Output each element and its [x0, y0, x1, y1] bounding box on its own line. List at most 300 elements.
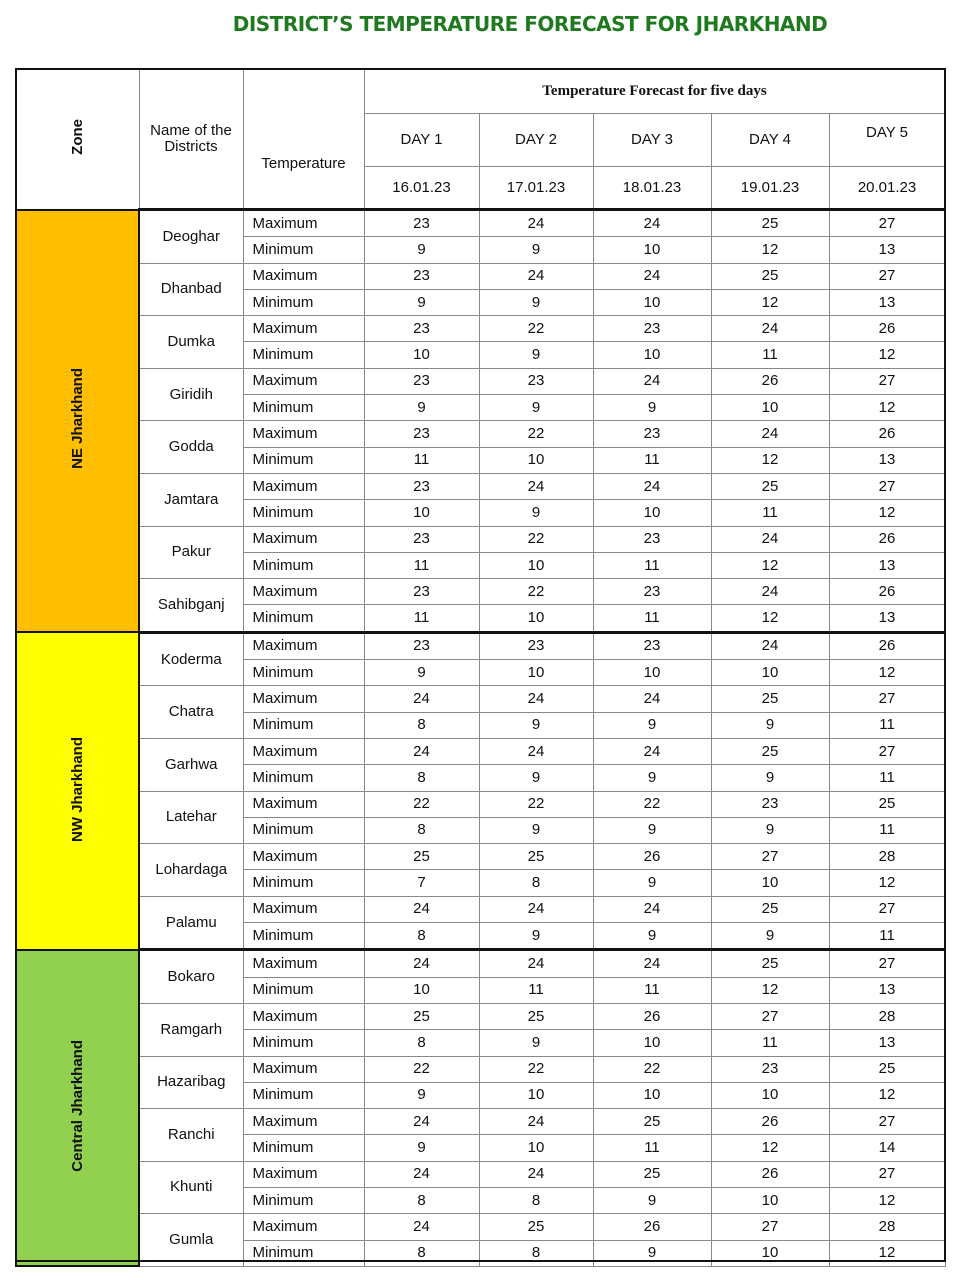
district-name: Latehar: [139, 791, 243, 844]
temperature-value: 9: [479, 395, 593, 421]
minimum-label: Minimum: [243, 870, 364, 896]
temperature-value: 12: [829, 1082, 945, 1108]
maximum-label: Maximum: [243, 526, 364, 552]
maximum-label: Maximum: [243, 738, 364, 764]
temperature-value: 11: [711, 1030, 829, 1056]
temperature-value: 13: [829, 447, 945, 473]
temperature-value: 9: [593, 1187, 711, 1213]
minimum-label: Minimum: [243, 977, 364, 1003]
temperature-value: 12: [711, 552, 829, 578]
temperature-value: 10: [593, 1082, 711, 1108]
maximum-label: Maximum: [243, 1109, 364, 1135]
table-row: [16, 1214, 945, 1240]
temperature-value: 9: [593, 1240, 711, 1266]
temperature-value: 11: [711, 500, 829, 526]
forecast-body: [16, 210, 945, 1267]
temperature-value: 13: [829, 977, 945, 1003]
minimum-label: Minimum: [243, 765, 364, 791]
temperature-value: 9: [479, 342, 593, 368]
temperature-value: 24: [593, 896, 711, 922]
temperature-value: 10: [593, 237, 711, 263]
temperature-value: 10: [711, 395, 829, 421]
zone-name: NW Jharkhand: [68, 736, 86, 842]
temperature-value: 11: [593, 1135, 711, 1161]
temperature-value: 12: [829, 342, 945, 368]
temperature-value: 23: [364, 526, 479, 552]
date-header: 16.01.23: [364, 167, 479, 210]
forecast-title: Temperature Forecast for five days: [364, 69, 945, 114]
temperature-value: 27: [711, 844, 829, 870]
temperature-value: 26: [829, 632, 945, 659]
table-row: [16, 1109, 945, 1135]
temperature-value: 25: [711, 896, 829, 922]
temperature-value: 11: [593, 552, 711, 578]
district-name: Hazaribag: [139, 1056, 243, 1109]
date-header: 17.01.23: [479, 167, 593, 210]
temperature-value: 12: [829, 500, 945, 526]
temperature-value: 26: [711, 1109, 829, 1135]
district-name: Gumla: [139, 1214, 243, 1267]
temperature-value: 26: [829, 579, 945, 605]
temperature-value: 9: [479, 500, 593, 526]
temperature-value: 14: [829, 1135, 945, 1161]
district-name: Dumka: [139, 316, 243, 369]
temperature-value: 27: [829, 896, 945, 922]
temperature-value: 12: [829, 660, 945, 686]
temperature-value: 24: [479, 738, 593, 764]
temperature-value: 22: [479, 1056, 593, 1082]
temperature-value: 23: [364, 263, 479, 289]
temperature-value: 24: [364, 950, 479, 977]
table-row: [16, 1161, 945, 1187]
temperature-value: 26: [829, 421, 945, 447]
maximum-label: Maximum: [243, 263, 364, 289]
table-row: [16, 579, 945, 605]
temperature-value: 25: [711, 950, 829, 977]
temperature-value: 23: [479, 632, 593, 659]
temperature-value: 10: [479, 660, 593, 686]
temperature-value: 24: [479, 263, 593, 289]
temperature-value: 24: [593, 738, 711, 764]
temperature-value: 26: [711, 1161, 829, 1187]
temperature-value: 23: [479, 368, 593, 394]
temperature-value: 9: [593, 817, 711, 843]
day-header: DAY 4: [711, 114, 829, 167]
minimum-label: Minimum: [243, 1030, 364, 1056]
temperature-value: 8: [479, 1240, 593, 1266]
temperature-value: 23: [593, 316, 711, 342]
temperature-value: 28: [829, 844, 945, 870]
temperature-value: 9: [479, 237, 593, 263]
temperature-value: 12: [711, 977, 829, 1003]
temperature-value: 8: [364, 712, 479, 738]
forecast-table: [15, 68, 946, 1267]
temperature-value: 24: [479, 473, 593, 499]
zone-cell: [16, 210, 139, 633]
temperature-value: 24: [593, 368, 711, 394]
temperature-value: 9: [593, 870, 711, 896]
temperature-value: 28: [829, 1214, 945, 1240]
maximum-label: Maximum: [243, 844, 364, 870]
maximum-label: Maximum: [243, 1003, 364, 1029]
day-header: DAY 1: [364, 114, 479, 167]
temperature-value: 23: [364, 210, 479, 237]
zone-name: NE Jharkhand: [68, 368, 86, 470]
table-row: [16, 738, 945, 764]
temperature-value: 9: [364, 1135, 479, 1161]
temperature-value: 8: [364, 765, 479, 791]
temperature-value: 27: [829, 950, 945, 977]
temperature-value: 11: [829, 765, 945, 791]
zone-cell: [16, 950, 139, 1267]
table-row: [16, 686, 945, 712]
temperature-value: 24: [593, 210, 711, 237]
temperature-value: 10: [711, 1240, 829, 1266]
temperature-value: 25: [829, 1056, 945, 1082]
temperature-value: 23: [593, 632, 711, 659]
temperature-value: 9: [479, 712, 593, 738]
temperature-value: 10: [593, 1030, 711, 1056]
temperature-value: 9: [711, 765, 829, 791]
temperature-value: 10: [711, 870, 829, 896]
temperature-value: 11: [593, 977, 711, 1003]
maximum-label: Maximum: [243, 1214, 364, 1240]
table-row: [16, 473, 945, 499]
temperature-value: 24: [479, 950, 593, 977]
minimum-label: Minimum: [243, 817, 364, 843]
district-name: Koderma: [139, 632, 243, 686]
temperature-value: 27: [829, 210, 945, 237]
temperature-header: Temperature: [243, 69, 364, 210]
day-header: DAY 5: [829, 114, 945, 167]
day-header: DAY 2: [479, 114, 593, 167]
district-name: Sahibganj: [139, 579, 243, 633]
temperature-value: 23: [711, 791, 829, 817]
temperature-value: 12: [711, 447, 829, 473]
maximum-label: Maximum: [243, 473, 364, 499]
temperature-value: 23: [364, 368, 479, 394]
temperature-value: 25: [593, 1161, 711, 1187]
temperature-value: 25: [364, 1003, 479, 1029]
minimum-label: Minimum: [243, 1240, 364, 1266]
temperature-value: 9: [593, 923, 711, 950]
temperature-value: 9: [479, 817, 593, 843]
temperature-value: 9: [364, 289, 479, 315]
temperature-value: 9: [593, 395, 711, 421]
temperature-value: 24: [479, 210, 593, 237]
table-row: [16, 1056, 945, 1082]
temperature-value: 22: [479, 526, 593, 552]
table-row: [16, 896, 945, 922]
temperature-value: 7: [364, 870, 479, 896]
temperature-value: 24: [711, 316, 829, 342]
temperature-value: 9: [364, 1082, 479, 1108]
temperature-value: 9: [364, 660, 479, 686]
temperature-value: 27: [711, 1003, 829, 1029]
temperature-value: 25: [479, 1214, 593, 1240]
temperature-value: 8: [364, 817, 479, 843]
temperature-value: 12: [829, 870, 945, 896]
temperature-value: 10: [479, 1135, 593, 1161]
table-row: [16, 316, 945, 342]
temperature-value: 11: [593, 447, 711, 473]
temperature-value: 9: [711, 817, 829, 843]
district-name: Bokaro: [139, 950, 243, 1004]
maximum-label: Maximum: [243, 579, 364, 605]
temperature-value: 24: [364, 686, 479, 712]
temperature-value: 10: [479, 605, 593, 632]
temperature-value: 23: [364, 421, 479, 447]
temperature-value: 8: [364, 1030, 479, 1056]
temperature-value: 23: [364, 632, 479, 659]
district-name: Ranchi: [139, 1109, 243, 1162]
temperature-value: 10: [364, 342, 479, 368]
temperature-value: 25: [711, 686, 829, 712]
district-name: Khunti: [139, 1161, 243, 1214]
minimum-label: Minimum: [243, 1082, 364, 1108]
district-header: Name of the Districts: [139, 69, 243, 210]
temperature-value: 11: [364, 447, 479, 473]
temperature-value: 8: [364, 1187, 479, 1213]
page-title: DISTRICT’S TEMPERATURE FORECAST FOR JHARKHAND: [232, 12, 828, 36]
temperature-value: 10: [711, 660, 829, 686]
temperature-value: 23: [711, 1056, 829, 1082]
temperature-value: 25: [479, 1003, 593, 1029]
temperature-value: 27: [829, 263, 945, 289]
temperature-value: 27: [829, 738, 945, 764]
temperature-value: 26: [593, 1003, 711, 1029]
temperature-value: 11: [711, 342, 829, 368]
temperature-value: 22: [479, 579, 593, 605]
maximum-label: Maximum: [243, 1056, 364, 1082]
temperature-value: 26: [593, 844, 711, 870]
table-row: [16, 421, 945, 447]
district-name: Dhanbad: [139, 263, 243, 316]
district-name: Deoghar: [139, 210, 243, 264]
temperature-value: 24: [364, 1214, 479, 1240]
temperature-value: 11: [364, 605, 479, 632]
temperature-value: 13: [829, 552, 945, 578]
temperature-value: 24: [364, 1109, 479, 1135]
temperature-value: 27: [829, 368, 945, 394]
temperature-value: 22: [593, 1056, 711, 1082]
temperature-value: 27: [829, 686, 945, 712]
minimum-label: Minimum: [243, 605, 364, 632]
temperature-value: 26: [593, 1214, 711, 1240]
temperature-value: 26: [711, 368, 829, 394]
minimum-label: Minimum: [243, 712, 364, 738]
table-row: [16, 632, 945, 659]
temperature-value: 13: [829, 1030, 945, 1056]
temperature-value: 22: [364, 1056, 479, 1082]
district-name: Pakur: [139, 526, 243, 579]
temperature-value: 24: [479, 896, 593, 922]
district-name: Palamu: [139, 896, 243, 950]
maximum-label: Maximum: [243, 210, 364, 237]
temperature-value: 25: [364, 844, 479, 870]
temperature-value: 23: [364, 316, 479, 342]
temperature-value: 9: [479, 1030, 593, 1056]
temperature-value: 12: [829, 1240, 945, 1266]
temperature-value: 26: [829, 526, 945, 552]
temperature-value: 22: [479, 316, 593, 342]
temperature-value: 12: [711, 605, 829, 632]
temperature-value: 9: [479, 923, 593, 950]
temperature-value: 23: [593, 421, 711, 447]
minimum-label: Minimum: [243, 552, 364, 578]
temperature-value: 12: [829, 1187, 945, 1213]
temperature-value: 22: [364, 791, 479, 817]
temperature-value: 12: [711, 237, 829, 263]
temperature-value: 24: [593, 686, 711, 712]
temperature-value: 13: [829, 605, 945, 632]
maximum-label: Maximum: [243, 896, 364, 922]
temperature-value: 23: [593, 579, 711, 605]
date-header: 19.01.23: [711, 167, 829, 210]
temperature-value: 9: [479, 765, 593, 791]
temperature-value: 8: [364, 1240, 479, 1266]
date-header: 20.01.23: [829, 167, 945, 210]
table-row: [16, 950, 945, 977]
temperature-value: 27: [829, 1109, 945, 1135]
temperature-value: 10: [593, 500, 711, 526]
temperature-value: 9: [364, 395, 479, 421]
maximum-label: Maximum: [243, 368, 364, 394]
minimum-label: Minimum: [243, 447, 364, 473]
temperature-value: 13: [829, 289, 945, 315]
temperature-value: 10: [711, 1187, 829, 1213]
temperature-value: 10: [364, 500, 479, 526]
table-row: [16, 1003, 945, 1029]
table-row: [16, 844, 945, 870]
temperature-value: 23: [364, 473, 479, 499]
temperature-value: 13: [829, 237, 945, 263]
minimum-label: Minimum: [243, 395, 364, 421]
minimum-label: Minimum: [243, 342, 364, 368]
day-header: DAY 3: [593, 114, 711, 167]
maximum-label: Maximum: [243, 1161, 364, 1187]
temperature-value: 8: [364, 923, 479, 950]
temperature-value: 27: [829, 1161, 945, 1187]
temperature-value: 9: [711, 712, 829, 738]
maximum-label: Maximum: [243, 950, 364, 977]
temperature-value: 9: [364, 237, 479, 263]
date-header: 18.01.23: [593, 167, 711, 210]
temperature-value: 24: [711, 526, 829, 552]
table-row: [16, 368, 945, 394]
temperature-value: 24: [593, 263, 711, 289]
district-name: Giridih: [139, 368, 243, 421]
maximum-label: Maximum: [243, 791, 364, 817]
temperature-value: 24: [364, 1161, 479, 1187]
table-row: [16, 791, 945, 817]
district-name: Jamtara: [139, 473, 243, 526]
maximum-label: Maximum: [243, 316, 364, 342]
temperature-value: 24: [711, 632, 829, 659]
temperature-value: 9: [593, 765, 711, 791]
table-row: [16, 210, 945, 237]
temperature-value: 24: [479, 1161, 593, 1187]
temperature-value: 8: [479, 870, 593, 896]
maximum-label: Maximum: [243, 632, 364, 659]
temperature-value: 22: [479, 791, 593, 817]
temperature-value: 12: [829, 395, 945, 421]
temperature-value: 24: [711, 421, 829, 447]
district-name: Ramgarh: [139, 1003, 243, 1056]
temperature-value: 10: [364, 977, 479, 1003]
temperature-value: 22: [479, 421, 593, 447]
maximum-label: Maximum: [243, 686, 364, 712]
temperature-value: 12: [711, 1135, 829, 1161]
zone-name: Central Jharkhand: [68, 1040, 86, 1172]
temperature-value: 25: [479, 844, 593, 870]
temperature-value: 24: [479, 1109, 593, 1135]
zone-header: [16, 69, 139, 210]
temperature-value: 10: [711, 1082, 829, 1108]
temperature-value: 10: [479, 552, 593, 578]
temperature-value: 24: [711, 579, 829, 605]
minimum-label: Minimum: [243, 237, 364, 263]
temperature-value: 12: [711, 289, 829, 315]
temperature-value: 23: [364, 579, 479, 605]
temperature-value: 8: [479, 1187, 593, 1213]
temperature-value: 24: [593, 950, 711, 977]
minimum-label: Minimum: [243, 500, 364, 526]
temperature-value: 24: [364, 896, 479, 922]
temperature-value: 25: [829, 791, 945, 817]
temperature-value: 11: [364, 552, 479, 578]
temperature-value: 24: [593, 473, 711, 499]
temperature-value: 11: [829, 712, 945, 738]
temperature-value: 11: [479, 977, 593, 1003]
temperature-value: 25: [711, 210, 829, 237]
temperature-value: 9: [711, 923, 829, 950]
temperature-value: 10: [479, 1082, 593, 1108]
temperature-value: 9: [593, 712, 711, 738]
temperature-value: 10: [593, 342, 711, 368]
district-name: Godda: [139, 421, 243, 474]
temperature-value: 22: [593, 791, 711, 817]
minimum-label: Minimum: [243, 923, 364, 950]
temperature-value: 27: [711, 1214, 829, 1240]
temperature-value: 27: [829, 473, 945, 499]
zone-cell: [16, 632, 139, 950]
temperature-value: 10: [479, 447, 593, 473]
minimum-label: Minimum: [243, 1135, 364, 1161]
temperature-value: 25: [711, 263, 829, 289]
minimum-label: Minimum: [243, 289, 364, 315]
zone-header-label: Zone: [68, 118, 86, 155]
temperature-value: 25: [593, 1109, 711, 1135]
temperature-value: 11: [829, 923, 945, 950]
temperature-value: 11: [593, 605, 711, 632]
temperature-value: 26: [829, 316, 945, 342]
temperature-value: 10: [593, 289, 711, 315]
district-name: Lohardaga: [139, 844, 243, 897]
temperature-value: 11: [829, 817, 945, 843]
minimum-label: Minimum: [243, 1187, 364, 1213]
minimum-label: Minimum: [243, 660, 364, 686]
table-row: [16, 526, 945, 552]
temperature-value: 10: [593, 660, 711, 686]
district-name: Garhwa: [139, 738, 243, 791]
temperature-value: 25: [711, 738, 829, 764]
maximum-label: Maximum: [243, 421, 364, 447]
district-name: Chatra: [139, 686, 243, 739]
temperature-value: 23: [593, 526, 711, 552]
temperature-value: 28: [829, 1003, 945, 1029]
temperature-value: 25: [711, 473, 829, 499]
